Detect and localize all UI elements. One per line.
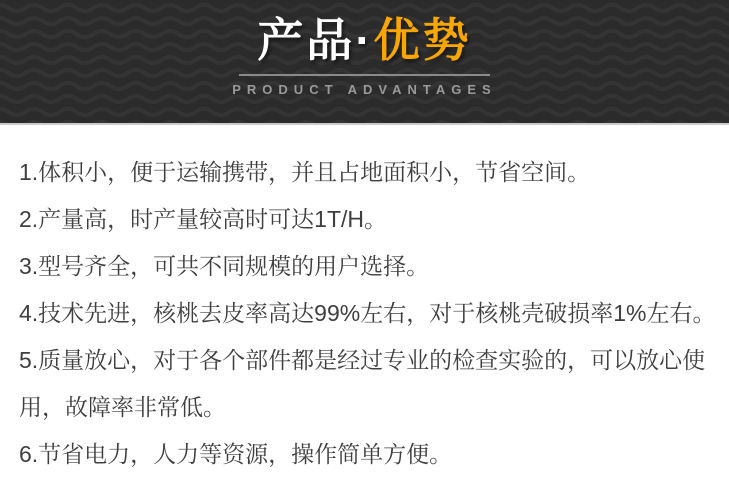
page-subtitle: PRODUCT ADVANTAGES: [232, 82, 497, 97]
advantages-list: [0, 125, 729, 478]
advantage-item-6: 6.节省电力，人力等资源，操作简单方便。: [19, 441, 453, 467]
title-divider-line: [239, 74, 490, 76]
page-title: [0, 14, 729, 66]
advantage-item-1: 1.体积小，便于运输携带，并且占地面积小，节省空间。: [19, 159, 591, 185]
header-banner: [0, 0, 729, 125]
advantage-item-5: 5.质量放心，对于各个部件都是经过专业的检查实验的，可以放心使用，故障率非常低。: [19, 347, 706, 420]
advantage-item-3: 3.型号齐全，可共不同规模的用户选择。: [19, 253, 430, 279]
page-title-primary: 产品·: [257, 14, 374, 66]
page-title-accent: 优势: [373, 14, 472, 66]
banner-content: [0, 0, 729, 97]
advantage-item-4: 4.技术先进，核桃去皮率高达99%左右，对于核桃壳破损率1%左右。: [19, 300, 716, 326]
advantage-item-2: 2.产量高，时产量较高时可达1T/H。: [19, 206, 388, 232]
